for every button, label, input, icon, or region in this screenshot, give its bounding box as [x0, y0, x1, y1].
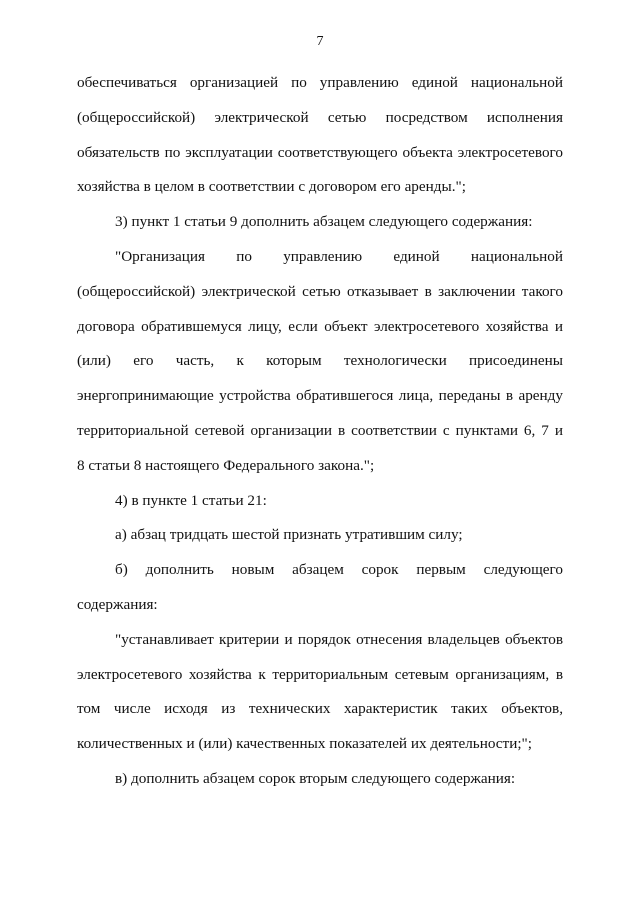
- paragraph: [77, 623, 563, 762]
- text-line: договора обратившемуся лицу, если объект электросетевого хозяйства и: [77, 317, 563, 335]
- text-line: обязательств по эксплуатации соответствующего объекта электросетевого: [77, 143, 563, 161]
- text-line: а) абзац тридцать шестой признать утратившим силу;: [115, 526, 463, 544]
- paragraph: [77, 553, 563, 623]
- page-number: 7: [316, 34, 324, 49]
- text-line: (общероссийской) электрической сетью отказывает в заключении такого: [77, 282, 563, 300]
- text-line: 4) в пункте 1 статьи 21:: [115, 491, 267, 509]
- text-line: "Организация по управлению единой национальной: [115, 247, 563, 265]
- text-line: "устанавливает критерии и порядок отнесения владельцев объектов: [115, 630, 563, 648]
- text-line: 8 статьи 8 настоящего Федерального закона.";: [77, 456, 375, 474]
- paragraph: [77, 240, 563, 484]
- paragraph: [77, 762, 563, 797]
- text-line: в) дополнить абзацем сорок вторым следующего содержания:: [115, 769, 516, 787]
- document-body: [77, 66, 563, 797]
- text-line: энергопринимающие устройства обратившегося лица, переданы в аренду: [77, 387, 563, 405]
- text-line: 3) пункт 1 статьи 9 дополнить абзацем следующего содержания:: [115, 213, 533, 231]
- paragraph: [77, 518, 563, 553]
- text-line: б) дополнить новым абзацем сорок первым следующего: [115, 561, 563, 579]
- text-line: том числе исходя из технических характеристик таких объектов,: [77, 700, 563, 718]
- text-line: хозяйства в целом в соответствии с договором его аренды.";: [77, 178, 466, 196]
- text-line: обеспечиваться организацией по управлению единой национальной: [77, 74, 563, 91]
- paragraph: [77, 484, 563, 519]
- text-line: (или) его часть, к которым технологически присоединены: [77, 352, 563, 370]
- text-line: количественных и (или) качественных показателей их деятельности;";: [77, 735, 532, 753]
- paragraph: [77, 205, 563, 240]
- paragraph: [77, 66, 563, 205]
- text-line: электросетевого хозяйства к территориальным сетевым организациям, в: [77, 665, 563, 683]
- text-line: (общероссийской) электрической сетью посредством исполнения: [77, 108, 563, 126]
- text-line: содержания:: [77, 595, 158, 613]
- text-line: территориальной сетевой организации в соответствии с пунктами 6, 7 и: [77, 421, 563, 439]
